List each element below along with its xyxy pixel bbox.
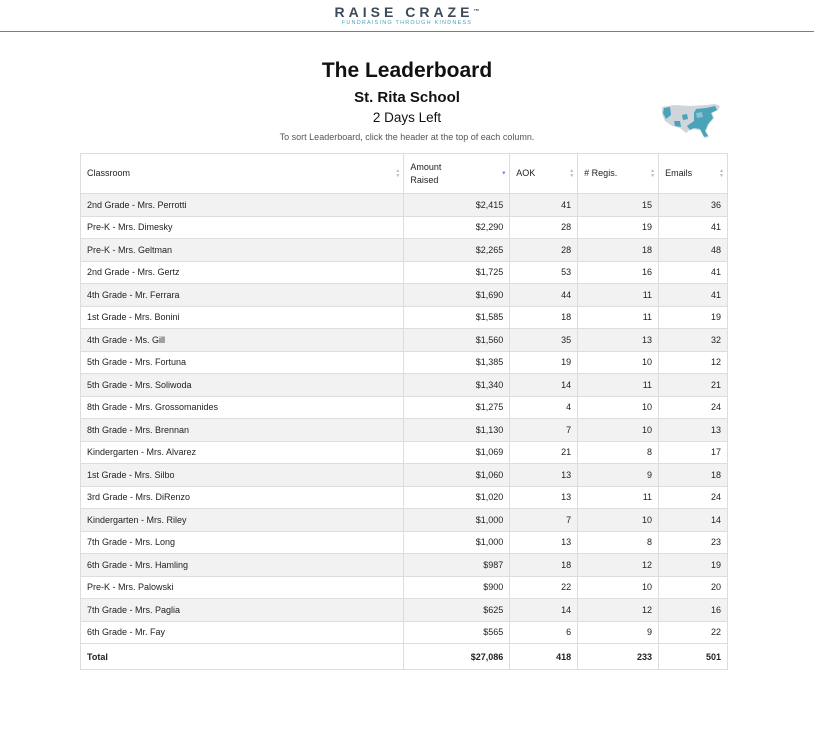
column-header-label: Amount Raised: [410, 161, 442, 185]
table-row: [81, 396, 728, 419]
leaderboard-table: [80, 153, 728, 670]
emails-cell: 24: [659, 396, 728, 419]
table-row: [81, 509, 728, 532]
emails-cell: 36: [659, 194, 728, 217]
emails-cell: 23: [659, 531, 728, 554]
total-aok: 418: [510, 644, 578, 670]
amount-raised-cell: $1,340: [404, 374, 510, 397]
emails-cell: 12: [659, 351, 728, 374]
table-row: [81, 464, 728, 487]
amount-raised-cell: $2,265: [404, 239, 510, 262]
total-emails: 501: [659, 644, 728, 670]
registrations-cell: 8: [578, 441, 659, 464]
amount-raised-cell: $1,060: [404, 464, 510, 487]
table-row: [81, 621, 728, 644]
column-header-emails[interactable]: [659, 154, 728, 194]
table-row: [81, 216, 728, 239]
registrations-cell: 11: [578, 306, 659, 329]
classroom-cell: 3rd Grade - Mrs. DiRenzo: [81, 486, 404, 509]
table-row: [81, 194, 728, 217]
amount-raised-cell: $1,585: [404, 306, 510, 329]
classroom-cell: Kindergarten - Mrs. Alvarez: [81, 441, 404, 464]
classroom-cell: 2nd Grade - Mrs. Perrotti: [81, 194, 404, 217]
logo-trademark: ™: [473, 9, 480, 15]
raise-craze-logo[interactable]: [0, 4, 814, 27]
registrations-cell: 15: [578, 194, 659, 217]
aok-cell: 41: [510, 194, 578, 217]
registrations-cell: 19: [578, 216, 659, 239]
table-row: [81, 261, 728, 284]
aok-cell: 4: [510, 396, 578, 419]
aok-cell: 13: [510, 531, 578, 554]
amount-raised-cell: $900: [404, 576, 510, 599]
emails-cell: 48: [659, 239, 728, 262]
aok-cell: 35: [510, 329, 578, 352]
amount-raised-cell: $1,069: [404, 441, 510, 464]
registrations-cell: 11: [578, 284, 659, 307]
column-header-classroom[interactable]: [81, 154, 404, 194]
emails-cell: 41: [659, 216, 728, 239]
emails-cell: 22: [659, 621, 728, 644]
sort-icon: ▲ ▼: [650, 167, 656, 179]
column-header-amount-raised[interactable]: [404, 154, 510, 194]
emails-cell: 19: [659, 306, 728, 329]
registrations-cell: 13: [578, 329, 659, 352]
emails-cell: 41: [659, 261, 728, 284]
aok-cell: 44: [510, 284, 578, 307]
amount-raised-cell: $565: [404, 621, 510, 644]
amount-raised-cell: $1,000: [404, 509, 510, 532]
table-body: [81, 194, 728, 644]
aok-cell: 53: [510, 261, 578, 284]
registrations-cell: 9: [578, 464, 659, 487]
table-row: [81, 239, 728, 262]
page-title: The Leaderboard: [321, 59, 493, 82]
emails-cell: 41: [659, 284, 728, 307]
table-row: [81, 306, 728, 329]
emails-cell: 16: [659, 599, 728, 622]
logo-tagline: FUNDRAISING THROUGH KINDNESS: [341, 20, 473, 26]
classroom-cell: 6th Grade - Mr. Fay: [81, 621, 404, 644]
total-label: Total: [81, 644, 404, 670]
us-map-icon: [660, 101, 722, 139]
registrations-cell: 8: [578, 531, 659, 554]
sort-icon: ▲ ▼: [569, 167, 575, 179]
total-row: [81, 644, 728, 670]
sort-icon: ▲ ▼: [719, 167, 724, 179]
amount-raised-cell: $987: [404, 554, 510, 577]
sort-descending-icon: ▼: [501, 170, 507, 176]
emails-cell: 21: [659, 374, 728, 397]
aok-cell: 22: [510, 576, 578, 599]
school-name: St. Rita School: [354, 89, 460, 106]
sort-icon: ▲ ▼: [395, 167, 401, 179]
table-row: [81, 329, 728, 352]
aok-cell: 19: [510, 351, 578, 374]
emails-cell: 19: [659, 554, 728, 577]
table-row: [81, 599, 728, 622]
days-left: 2 Days Left: [372, 110, 442, 125]
table-row: [81, 284, 728, 307]
classroom-cell: 5th Grade - Mrs. Soliwoda: [81, 374, 404, 397]
table-row: [81, 441, 728, 464]
registrations-cell: 10: [578, 509, 659, 532]
amount-raised-cell: $2,415: [404, 194, 510, 217]
registrations-cell: 12: [578, 599, 659, 622]
registrations-cell: 10: [578, 576, 659, 599]
emails-cell: 20: [659, 576, 728, 599]
logo-wordmark: RAISE CRAZE: [334, 4, 474, 20]
classroom-cell: 1st Grade - Mrs. Bonini: [81, 306, 404, 329]
table-row: [81, 554, 728, 577]
emails-cell: 17: [659, 441, 728, 464]
aok-cell: 13: [510, 464, 578, 487]
amount-raised-cell: $1,690: [404, 284, 510, 307]
table-row: [81, 531, 728, 554]
emails-cell: 14: [659, 509, 728, 532]
registrations-cell: 10: [578, 351, 659, 374]
classroom-cell: 6th Grade - Mrs. Hamling: [81, 554, 404, 577]
table-row: [81, 351, 728, 374]
sort-hint: To sort Leaderboard, click the header at the top of each column.: [279, 132, 535, 142]
emails-cell: 13: [659, 419, 728, 442]
emails-cell: 18: [659, 464, 728, 487]
registrations-cell: 10: [578, 419, 659, 442]
amount-raised-cell: $2,290: [404, 216, 510, 239]
column-header-label: # Regis.: [584, 168, 618, 178]
aok-cell: 18: [510, 554, 578, 577]
aok-cell: 21: [510, 441, 578, 464]
amount-raised-cell: $1,385: [404, 351, 510, 374]
classroom-cell: 7th Grade - Mrs. Long: [81, 531, 404, 554]
classroom-cell: 2nd Grade - Mrs. Gertz: [81, 261, 404, 284]
column-header-label: Classroom: [87, 168, 131, 178]
classroom-cell: Kindergarten - Mrs. Riley: [81, 509, 404, 532]
classroom-cell: 4th Grade - Ms. Gill: [81, 329, 404, 352]
amount-raised-cell: $1,560: [404, 329, 510, 352]
column-header-aok[interactable]: [510, 154, 578, 194]
classroom-cell: 8th Grade - Mrs. Grossomanides: [81, 396, 404, 419]
classroom-cell: 7th Grade - Mrs. Paglia: [81, 599, 404, 622]
aok-cell: 14: [510, 599, 578, 622]
table-row: [81, 576, 728, 599]
amount-raised-cell: $1,725: [404, 261, 510, 284]
amount-raised-cell: $1,020: [404, 486, 510, 509]
amount-raised-cell: $1,000: [404, 531, 510, 554]
registrations-cell: 16: [578, 261, 659, 284]
registrations-cell: 10: [578, 396, 659, 419]
registrations-cell: 11: [578, 486, 659, 509]
aok-cell: 13: [510, 486, 578, 509]
emails-cell: 24: [659, 486, 728, 509]
registrations-cell: 12: [578, 554, 659, 577]
total-registrations: 233: [578, 644, 659, 670]
aok-cell: 18: [510, 306, 578, 329]
amount-raised-cell: $625: [404, 599, 510, 622]
table-header-row: [81, 154, 728, 194]
table-row: [81, 419, 728, 442]
aok-cell: 7: [510, 509, 578, 532]
classroom-cell: Pre-K - Mrs. Dimesky: [81, 216, 404, 239]
emails-cell: 32: [659, 329, 728, 352]
amount-raised-cell: $1,130: [404, 419, 510, 442]
classroom-cell: 1st Grade - Mrs. Silbo: [81, 464, 404, 487]
table-row: [81, 486, 728, 509]
classroom-cell: 5th Grade - Mrs. Fortuna: [81, 351, 404, 374]
registrations-cell: 11: [578, 374, 659, 397]
classroom-cell: 8th Grade - Mrs. Brennan: [81, 419, 404, 442]
column-header-label: Emails: [665, 168, 693, 178]
column-header-label: AOK: [516, 168, 536, 178]
column-header-registrations[interactable]: [578, 154, 659, 194]
aok-cell: 6: [510, 621, 578, 644]
registrations-cell: 18: [578, 239, 659, 262]
aok-cell: 7: [510, 419, 578, 442]
aok-cell: 28: [510, 216, 578, 239]
classroom-cell: Pre-K - Mrs. Palowski: [81, 576, 404, 599]
classroom-cell: Pre-K - Mrs. Geltman: [81, 239, 404, 262]
aok-cell: 28: [510, 239, 578, 262]
table-row: [81, 374, 728, 397]
amount-raised-cell: $1,275: [404, 396, 510, 419]
aok-cell: 14: [510, 374, 578, 397]
registrations-cell: 9: [578, 621, 659, 644]
classroom-cell: 4th Grade - Mr. Ferrara: [81, 284, 404, 307]
total-amount-raised: $27,086: [404, 644, 510, 670]
site-header: [0, 0, 814, 32]
